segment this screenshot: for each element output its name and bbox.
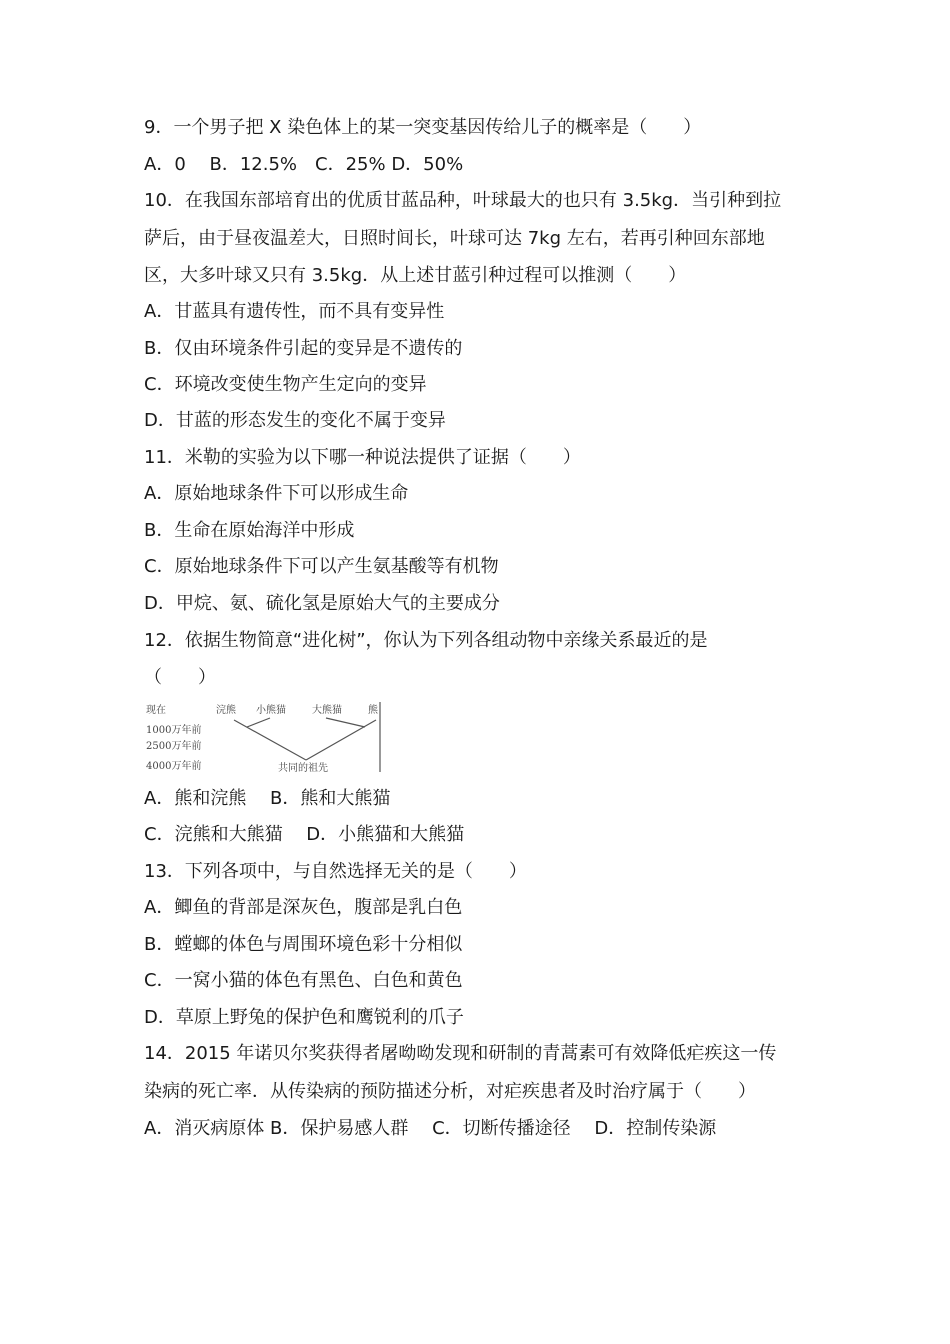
q13-stem: 13．下列各项中，与自然选择无关的是（ ）: [144, 861, 527, 882]
q12-options-row1: A．熊和浣熊 B．熊和大熊猫: [144, 788, 391, 809]
evolution-tree-figure: [144, 700, 382, 774]
q10-option-c: C．环境改变使生物产生定向的变异: [144, 374, 427, 395]
q13-option-d: D．草原上野兔的保护色和鹰锐利的爪子: [144, 1007, 464, 1028]
q11-option-b: B．生命在原始海洋中形成: [144, 520, 355, 541]
q11-option-c: C．原始地球条件下可以产生氨基酸等有机物: [144, 556, 499, 577]
q12-stem-line2: （ ）: [144, 667, 216, 688]
q14-options: A．消灭病原体 B．保护易感人群 C．切断传播途径 D．控制传染源: [144, 1118, 717, 1139]
time-label-40m: 4000万年前: [146, 761, 202, 772]
q12-options-row2: C．浣熊和大熊猫 D．小熊猫和大熊猫: [144, 824, 465, 845]
branch-raccoon: [234, 720, 306, 760]
q14-stem-line2: 染病的死亡率．从传染病的预防描述分析，对疟疾患者及时治疗属于（ ）: [144, 1081, 756, 1102]
q10-option-b: B．仅由环境条件引起的变异是不遗传的: [144, 338, 463, 359]
time-label-now: 现在: [146, 705, 166, 716]
q10-option-d: D．甘蓝的形态发生的变化不属于变异: [144, 410, 446, 431]
q13-option-a: A．鲫鱼的背部是深灰色，腹部是乳白色: [144, 897, 463, 918]
q13-option-c: C．一窝小猫的体色有黑色、白色和黄色: [144, 970, 463, 991]
q10-stem-line1: 10．在我国东部培育出的优质甘蓝品种，叶球最大的也只有 3.5kg．当引种到拉: [144, 190, 782, 211]
q10-stem-line3: 区，大多叶球又只有 3.5kg．从上述甘蓝引种过程可以推测（ ）: [144, 265, 687, 286]
time-label-10m: 1000万年前: [146, 725, 202, 736]
q11-option-d: D．甲烷、氨、硫化氢是原始大气的主要成分: [144, 593, 500, 614]
q14-stem-line1: 14．2015 年诺贝尔奖获得者屠呦呦发现和研制的青蒿素可有效降低疟疾这一传: [144, 1043, 777, 1064]
q11-option-a: A．原始地球条件下可以形成生命: [144, 483, 409, 504]
q9-options: A．0 B．12.5% C．25% D．50%: [144, 154, 464, 175]
q12-stem-line1: 12．依据生物简意“进化树”，你认为下列各组动物中亲缘关系最近的是: [144, 630, 708, 651]
branch-giant-panda: [326, 718, 365, 727]
taxon-giant-panda: 大熊猫: [312, 705, 342, 716]
q11-stem: 11．米勒的实验为以下哪一种说法提供了证据（ ）: [144, 447, 581, 468]
taxon-raccoon: 浣熊: [216, 705, 236, 716]
q10-option-a: A．甘蓝具有遗传性，而不具有变异性: [144, 301, 445, 322]
evolution-tree-diagram: [144, 700, 382, 774]
common-ancestor-label: 共同的祖先: [278, 763, 328, 774]
taxon-red-panda: 小熊猫: [256, 705, 286, 716]
q13-option-b: B．螳螂的体色与周围环境色彩十分相似: [144, 934, 463, 955]
branch-red-panda: [247, 718, 270, 727]
time-label-25m: 2500万年前: [146, 741, 202, 752]
taxon-bear: 熊: [368, 705, 378, 716]
q9-stem: 9．一个男子把 X 染色体上的某一突变基因传给儿子的概率是（ ）: [144, 117, 702, 138]
q10-stem-line2: 萨后，由于昼夜温差大，日照时间长，叶球可达 7kg 左右，若再引种回东部地: [144, 228, 765, 249]
branch-bear: [306, 720, 376, 760]
